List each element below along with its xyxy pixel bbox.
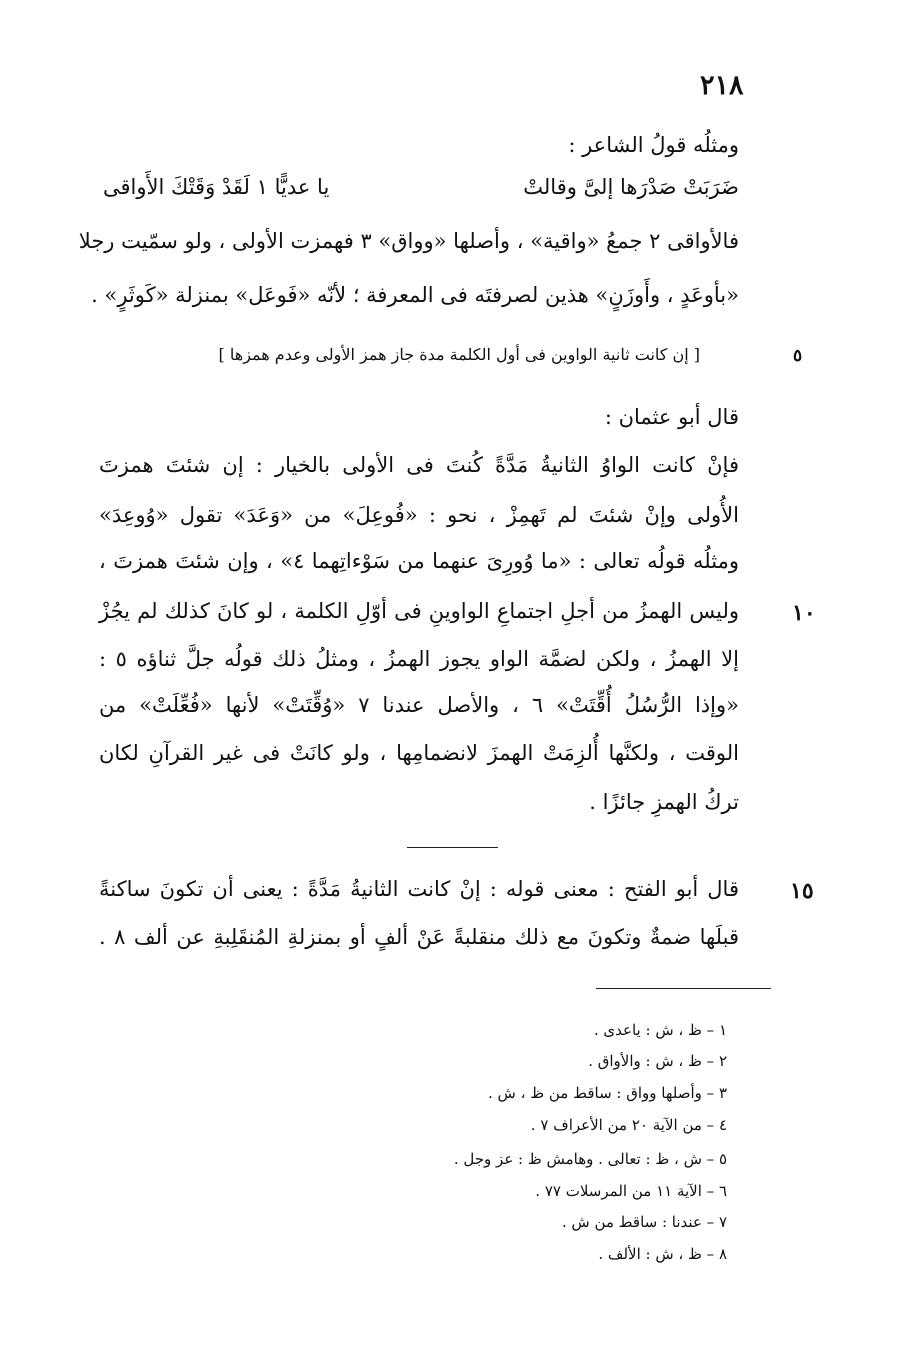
page-number: ٢١٨ <box>700 70 744 101</box>
paragraph2-line: إلا الهمزُ ، ولكن لضمَّة الواو يجوز الهمزُ ، ومثلُ ذلك قولُه جلَّ ثناؤه ٥ : <box>99 647 739 671</box>
footnote: ٥ – ش ، ظ : تعالى . وهامش ظ : عز وجل . <box>453 1150 727 1168</box>
paragraph1-line: فالأواقى ٢ جمعُ «واقية» ، وأصلها «وواق» ٣ فهمزت الأولى ، ولو سمّيت رجلا <box>78 229 739 253</box>
line-number-5: ٥ <box>793 346 803 366</box>
paragraph2-line: الأُولى وإنْ شئتَ لم تَهمِزْ ، نحو : «فُوعِلَ» من «وَعَدَ» تقول «وُوعِدَ» <box>99 503 739 527</box>
section-divider <box>407 847 498 848</box>
footnote: ٢ – ظ ، ش : والأواق . <box>588 1052 727 1070</box>
verse-first-hemistich: ضَرَبَتْ صَدْرَها إلىَّ وقالتْ <box>523 175 739 199</box>
footnote: ٤ – من الآية ٢٠ من الأعراف ٧ . <box>530 1116 727 1134</box>
footnote: ٨ – ظ ، ش : الألف . <box>598 1245 727 1263</box>
line-number-15: ١٥ <box>790 878 814 904</box>
paragraph2-line: فإنْ كانت الواوُ الثانيةُ مَدَّةً كُنتَ فى الأولى بالخيار : إن شئتَ همزتَ <box>99 453 739 477</box>
paragraph2-line: ومثلُه قولُه تعالى : «ما وُورِىَ عنهما من سَوْءاتِهما ٤» ، وإن شئتَ همزتَ ، <box>99 549 739 573</box>
paragraph3-line: قبلَها ضمةٌ وتكونَ مع ذلك منقلبةً عَنْ ألفٍ أو بمنزلةِ المُنقَلِبةِ عن ألف ٨ . <box>99 925 740 949</box>
paragraph2-line: الوقت ، ولكنَّها أُلزِمَتْ الهمزَ لانضمامِها ، ولو كانَتْ فى غير القرآنِ لكان <box>99 741 739 765</box>
line-number-10: ١٠ <box>792 600 816 626</box>
section-heading: [ إن كانت ثانية الواوين فى أول الكلمة مدة جاز همز الأولى وعدم همزها ] <box>218 345 700 364</box>
paragraph2-line: تركُ الهمزِ جائزًا . <box>589 790 739 814</box>
verse-second-hemistich: يا عديًّا ١ لَقَدْ وَقَتْكَ الأَواقى <box>103 175 330 199</box>
paragraph3-line: قال أبو الفتح : معنى قوله : إنْ كانت الثانيةُ مَدَّةً : يعنى أن تكونَ ساكنةً <box>99 877 739 901</box>
speaker-abu-uthman: قال أبو عثمان : <box>604 405 739 429</box>
paragraph1-line: «بأوعَدٍ ، وأَوزَنٍ» هذين لصرفتَه فى المعرفة ؛ لأنّه «فَوعَل» بمنزلة «كَوثَرٍ» . <box>91 283 739 307</box>
intro-line: ومثلُه قولُ الشاعر : <box>568 133 739 157</box>
paragraph2-line: «وإذا الرُّسُلُ أُقِّتَتْ» ٦ ، والأصل عندنا ٧ «وُقِّتَتْ» لأنها «فُعِّلَتْ» من <box>99 693 739 717</box>
paragraph2-line: وليس الهمزُ من أجلِ اجتماعِ الواوينِ فى أوّلِ الكلمة ، لو كانَ كذلك لم يجُزْ <box>99 599 739 623</box>
footnote: ١ – ظ ، ش : ياعدى . <box>593 1021 727 1039</box>
footnote: ٧ – عندنا : ساقط من ش . <box>561 1213 727 1231</box>
footnote: ٣ – وأصلها وواق : ساقط من ظ ، ش . <box>488 1084 727 1102</box>
footnote: ٦ – الآية ١١ من المرسلات ٧٧ . <box>535 1182 727 1200</box>
footnote-divider <box>596 988 771 989</box>
